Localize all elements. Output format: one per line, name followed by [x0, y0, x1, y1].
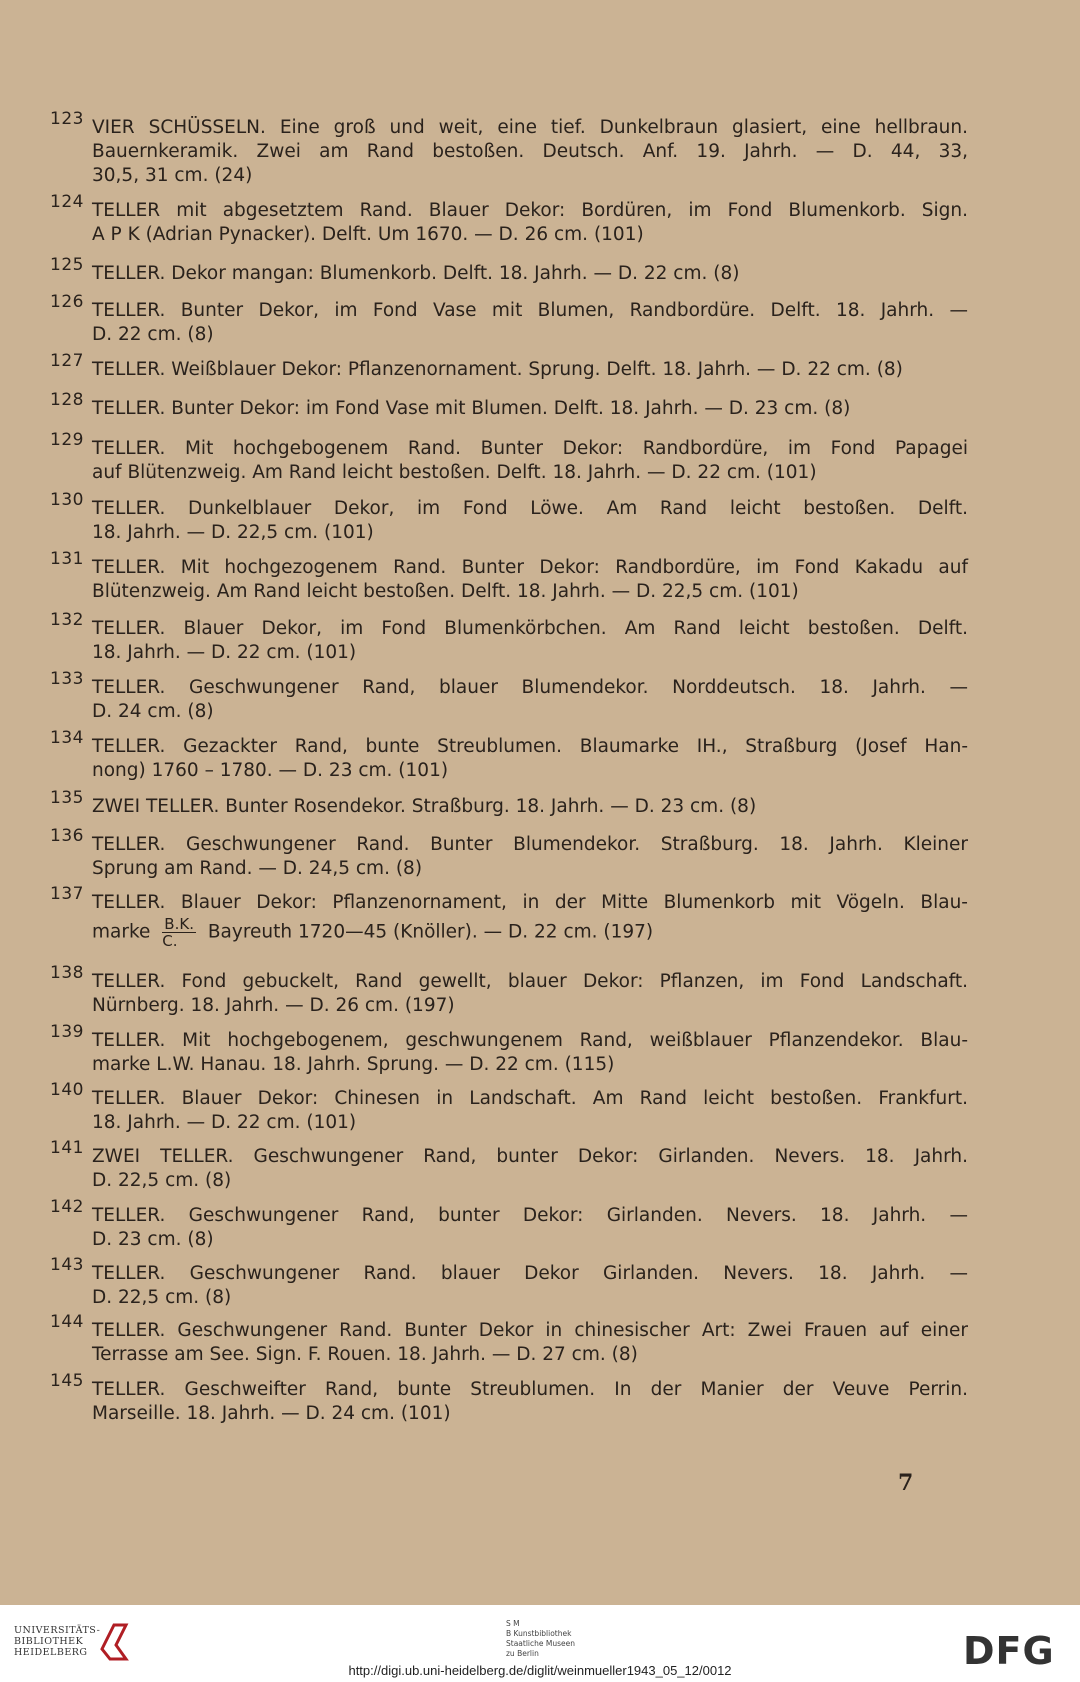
- entry-line: TELLER. Geschwungener Rand, bunter Dekor: Girlanden. Nevers. 18. Jahrh. —: [92, 1205, 968, 1226]
- entry-line: Terrasse am See. Sign. F. Rouen. 18. Jahrh. — D. 27 cm. (8): [92, 1344, 638, 1365]
- entry-line: Blütenzweig. Am Rand leicht bestoßen. Delft. 18. Jahrh. — D. 22,5 cm. (101): [92, 581, 799, 602]
- museum-stamp: [506, 1619, 575, 1659]
- entry-line: D. 23 cm. (8): [92, 1229, 214, 1250]
- mark-prefix: marke: [92, 921, 151, 943]
- entry-line: Marseille. 18. Jahrh. — D. 24 cm. (101): [92, 1403, 451, 1424]
- mark-top: B.K.: [164, 915, 194, 933]
- entry-line: TELLER. Gezackter Rand, bunte Streublumen. Blaumarke IH., Straßburg (Josef Han-: [92, 736, 968, 757]
- entry-line: TELLER. Fond gebuckelt, Rand gewellt, blauer Dekor: Pflanzen, im Fond Landschaft.: [92, 971, 968, 992]
- entry-line: TELLER. Dekor mangan: Blumenkorb. Delft. 18. Jahrh. — D. 22 cm. (8): [92, 263, 740, 284]
- entry-line: 18. Jahrh. — D. 22 cm. (101): [92, 1112, 357, 1133]
- page-number: 7: [898, 1470, 914, 1496]
- entry-line: D. 24 cm. (8): [92, 701, 214, 722]
- mark-suffix: Bayreuth 1720—45 (Knöller). — D. 22 cm. (197): [207, 921, 654, 943]
- entry-line: 30,5, 31 cm. (24): [92, 165, 253, 186]
- lot-number: 127: [50, 351, 84, 371]
- lot-number: 129: [50, 430, 84, 450]
- entry-line: ZWEI TELLER. Geschwungener Rand, bunter Dekor: Girlanden. Nevers. 18. Jahrh.: [92, 1146, 968, 1167]
- library-name-line: BIBLIOTHEK: [14, 1636, 84, 1647]
- entry-line: 18. Jahrh. — D. 22,5 cm. (101): [92, 522, 374, 543]
- lot-number: 132: [50, 610, 84, 630]
- entry-line: TELLER. Bunter Dekor: im Fond Vase mit Blumen. Delft. 18. Jahrh. — D. 23 cm. (8): [92, 398, 851, 419]
- entry-line: TELLER. Geschweifter Rand, bunte Streublumen. In der Manier der Veuve Perrin.: [92, 1379, 968, 1400]
- university-library-logo[interactable]: [14, 1625, 100, 1658]
- stamp-line: zu Berlin: [506, 1649, 539, 1658]
- entry-line: TELLER. Mit hochgebogenem, geschwungenem Rand, weißblauer Pflanzendekor. Blau-: [92, 1030, 968, 1051]
- entry-line: TELLER mit abgesetztem Rand. Blauer Dekor: Bordüren, im Fond Blumenkorb. Sign.: [92, 200, 968, 221]
- lot-number: 130: [50, 490, 84, 510]
- entry-line: TELLER. Dunkelblauer Dekor, im Fond Löwe. Am Rand leicht bestoßen. Delft.: [92, 498, 968, 519]
- lot-number: 142: [50, 1197, 84, 1217]
- entry-line: TELLER. Weißblauer Dekor: Pflanzenornament. Sprung. Delft. 18. Jahrh. — D. 22 cm. (8): [92, 359, 903, 380]
- library-emblem-icon: [98, 1619, 130, 1663]
- lot-number: 126: [50, 292, 84, 312]
- entry-line: TELLER. Blauer Dekor: Chinesen in Landschaft. Am Rand leicht bestoßen. Frankfurt.: [92, 1088, 968, 1109]
- lot-number: 143: [50, 1255, 84, 1275]
- entry-line: Sprung am Rand. — D. 24,5 cm. (8): [92, 858, 423, 879]
- permalink-url[interactable]: http://digi.ub.uni-heidelberg.de/diglit/weinmueller1943_05_12/0012: [348, 1663, 732, 1678]
- lot-number: 135: [50, 788, 84, 808]
- stamp-line: B Kunstbibliothek: [506, 1629, 572, 1638]
- lot-number: 124: [50, 192, 84, 212]
- entry-line: D. 22,5 cm. (8): [92, 1287, 232, 1308]
- lot-number: 125: [50, 255, 84, 275]
- lot-number: 141: [50, 1138, 84, 1158]
- lot-number: 144: [50, 1312, 84, 1332]
- entry-line: TELLER. Geschwungener Rand. Bunter Dekor in chinesischer Art: Zwei Frauen auf einer: [92, 1320, 968, 1341]
- dfg-logo[interactable]: DFG: [963, 1629, 1055, 1673]
- entry-line: TELLER. Blauer Dekor: Pflanzenornament, in der Mitte Blumenkorb mit Vögeln. Blau-: [92, 892, 968, 913]
- entry-line: A P K (Adrian Pynacker). Delft. Um 1670. — D. 26 cm. (101): [92, 224, 644, 245]
- factory-mark-fraction: [162, 916, 196, 949]
- stamp-line: S M: [506, 1619, 520, 1628]
- lot-number: 139: [50, 1022, 84, 1042]
- library-name-line: HEIDELBERG: [14, 1647, 88, 1658]
- library-name-line: UNIVERSITÄTS-: [14, 1625, 101, 1636]
- entry-line: Nürnberg. 18. Jahrh. — D. 26 cm. (197): [92, 995, 455, 1016]
- mark-bottom: C.: [162, 932, 178, 950]
- stamp-line: Staatliche Museen: [506, 1639, 575, 1648]
- entry-line: VIER SCHÜSSELN. Eine groß und weit, eine tief. Dunkelbraun glasiert, eine hellbraun.: [92, 117, 968, 138]
- lot-number: 138: [50, 963, 84, 983]
- entry-line: TELLER. Geschwungener Rand. blauer Dekor Girlanden. Nevers. 18. Jahrh. —: [92, 1263, 968, 1284]
- lot-number: 128: [50, 390, 84, 410]
- lot-number: 133: [50, 669, 84, 689]
- entry-line: auf Blütenzweig. Am Rand leicht bestoßen. Delft. 18. Jahrh. — D. 22 cm. (101): [92, 462, 817, 483]
- entry-line: TELLER. Bunter Dekor, im Fond Vase mit Blumen, Randbordüre. Delft. 18. Jahrh. —: [92, 300, 968, 321]
- entry-line: marke L.W. Hanau. 18. Jahrh. Sprung. — D. 22 cm. (115): [92, 1054, 615, 1075]
- lot-number: 136: [50, 826, 84, 846]
- lot-number: 123: [50, 109, 84, 129]
- viewer-footer: [0, 1605, 1080, 1682]
- entry-line: [92, 916, 968, 949]
- entry-line: TELLER. Mit hochgebogenem Rand. Bunter Dekor: Randbordüre, im Fond Papagei: [92, 438, 968, 459]
- entry-line: D. 22 cm. (8): [92, 324, 214, 345]
- entry-line: ZWEI TELLER. Bunter Rosendekor. Straßburg. 18. Jahrh. — D. 23 cm. (8): [92, 796, 757, 817]
- entry-line: 18. Jahrh. — D. 22 cm. (101): [92, 642, 357, 663]
- lot-number: 131: [50, 549, 84, 569]
- entry-line: TELLER. Mit hochgezogenem Rand. Bunter Dekor: Randbordüre, im Fond Kakadu auf: [92, 557, 968, 578]
- entry-line: TELLER. Blauer Dekor, im Fond Blumenkörbchen. Am Rand leicht bestoßen. Delft.: [92, 618, 968, 639]
- entry-line: nong) 1760 – 1780. — D. 23 cm. (101): [92, 760, 449, 781]
- entry-line: TELLER. Geschwungener Rand. Bunter Blumendekor. Straßburg. 18. Jahrh. Kleiner: [92, 834, 968, 855]
- lot-number: 137: [50, 884, 84, 904]
- entry-line: D. 22,5 cm. (8): [92, 1170, 232, 1191]
- lot-number: 145: [50, 1371, 84, 1391]
- entry-line: TELLER. Geschwungener Rand, blauer Blumendekor. Norddeutsch. 18. Jahrh. —: [92, 677, 968, 698]
- lot-number: 134: [50, 728, 84, 748]
- lot-number: 140: [50, 1080, 84, 1100]
- entry-line: Bauernkeramik. Zwei am Rand bestoßen. Deutsch. Anf. 19. Jahrh. — D. 44, 33,: [92, 141, 968, 162]
